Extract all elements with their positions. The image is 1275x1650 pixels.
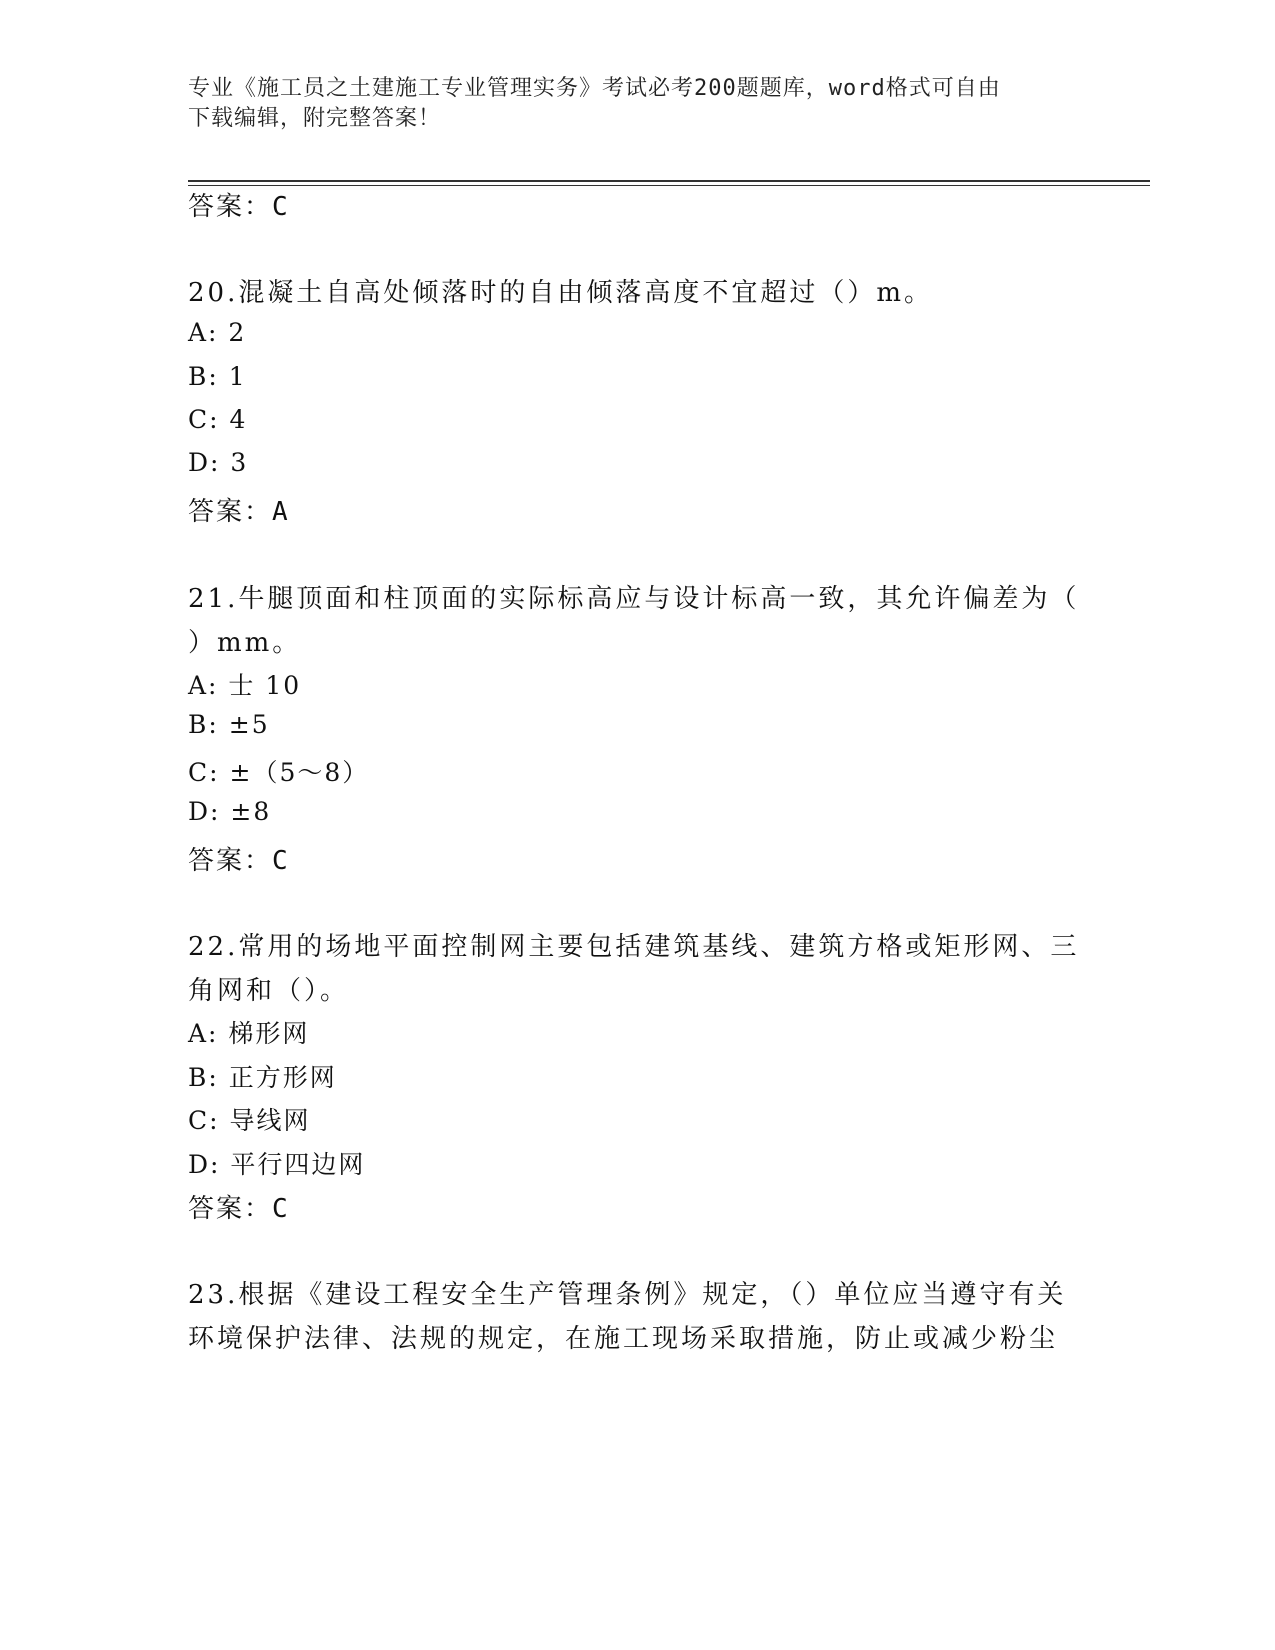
question-22-option-c: C: 导线网 [188,1106,311,1135]
question-20-text: 20.混凝土自高处倾落时的自由倾落高度不宜超过（）m。 [188,278,934,308]
header-divider [188,180,1150,182]
question-21-text: 21.牛腿顶面和柱顶面的实际标高应与设计标高一致，其允许偏差为（ [188,584,1080,614]
question-22-option-d: D: 平行四边网 [188,1150,366,1179]
answer-line [188,186,290,223]
question-20-answer [188,491,290,528]
question-21-option-c: C: ±（5～8） [188,758,370,787]
answer-value: C [272,192,290,222]
answer-value: C [272,1194,290,1224]
header-divider-thin [188,185,1150,186]
header-line-2: 下载编辑，附完整答案！ [188,106,442,131]
question-21-option-a: A: 士 10 [188,671,302,700]
question-21-option-b: B: ±5 [188,710,270,739]
question-21-option-d: D: ±8 [188,797,272,826]
answer-value: A [272,497,290,527]
question-22-option-a: A: 梯形网 [188,1019,310,1048]
answer-label: 答案： [188,497,273,527]
question-20-option-d: D: 3 [188,448,249,477]
document-header [188,74,1068,134]
question-20-option-a: A: 2 [188,318,247,347]
question-23-text-cont: 环境保护法律、法规的规定，在施工现场采取措施，防止或减少粉尘 [188,1324,1059,1354]
question-22-text: 22.常用的场地平面控制网主要包括建筑基线、建筑方格或矩形网、三 [188,932,1080,962]
answer-label: 答案： [188,1194,273,1224]
question-21-text-cont: ）mm。 [188,628,302,658]
answer-label: 答案： [188,192,273,222]
question-22-answer [188,1188,290,1225]
question-20-option-b: B: 1 [188,362,247,391]
header-line-1: 专业《施工员之土建施工专业管理实务》考试必考200题题库，word格式可自由 [188,76,1001,101]
answer-label: 答案： [188,846,273,876]
question-21-answer [188,840,290,877]
question-22-text-cont: 角网和（）。 [188,976,350,1006]
answer-value: C [272,846,290,876]
question-23-text: 23.根据《建设工程安全生产管理条例》规定，（）单位应当遵守有关 [188,1280,1067,1310]
question-20-option-c: C: 4 [188,405,248,434]
question-22-option-b: B: 正方形网 [188,1063,337,1092]
